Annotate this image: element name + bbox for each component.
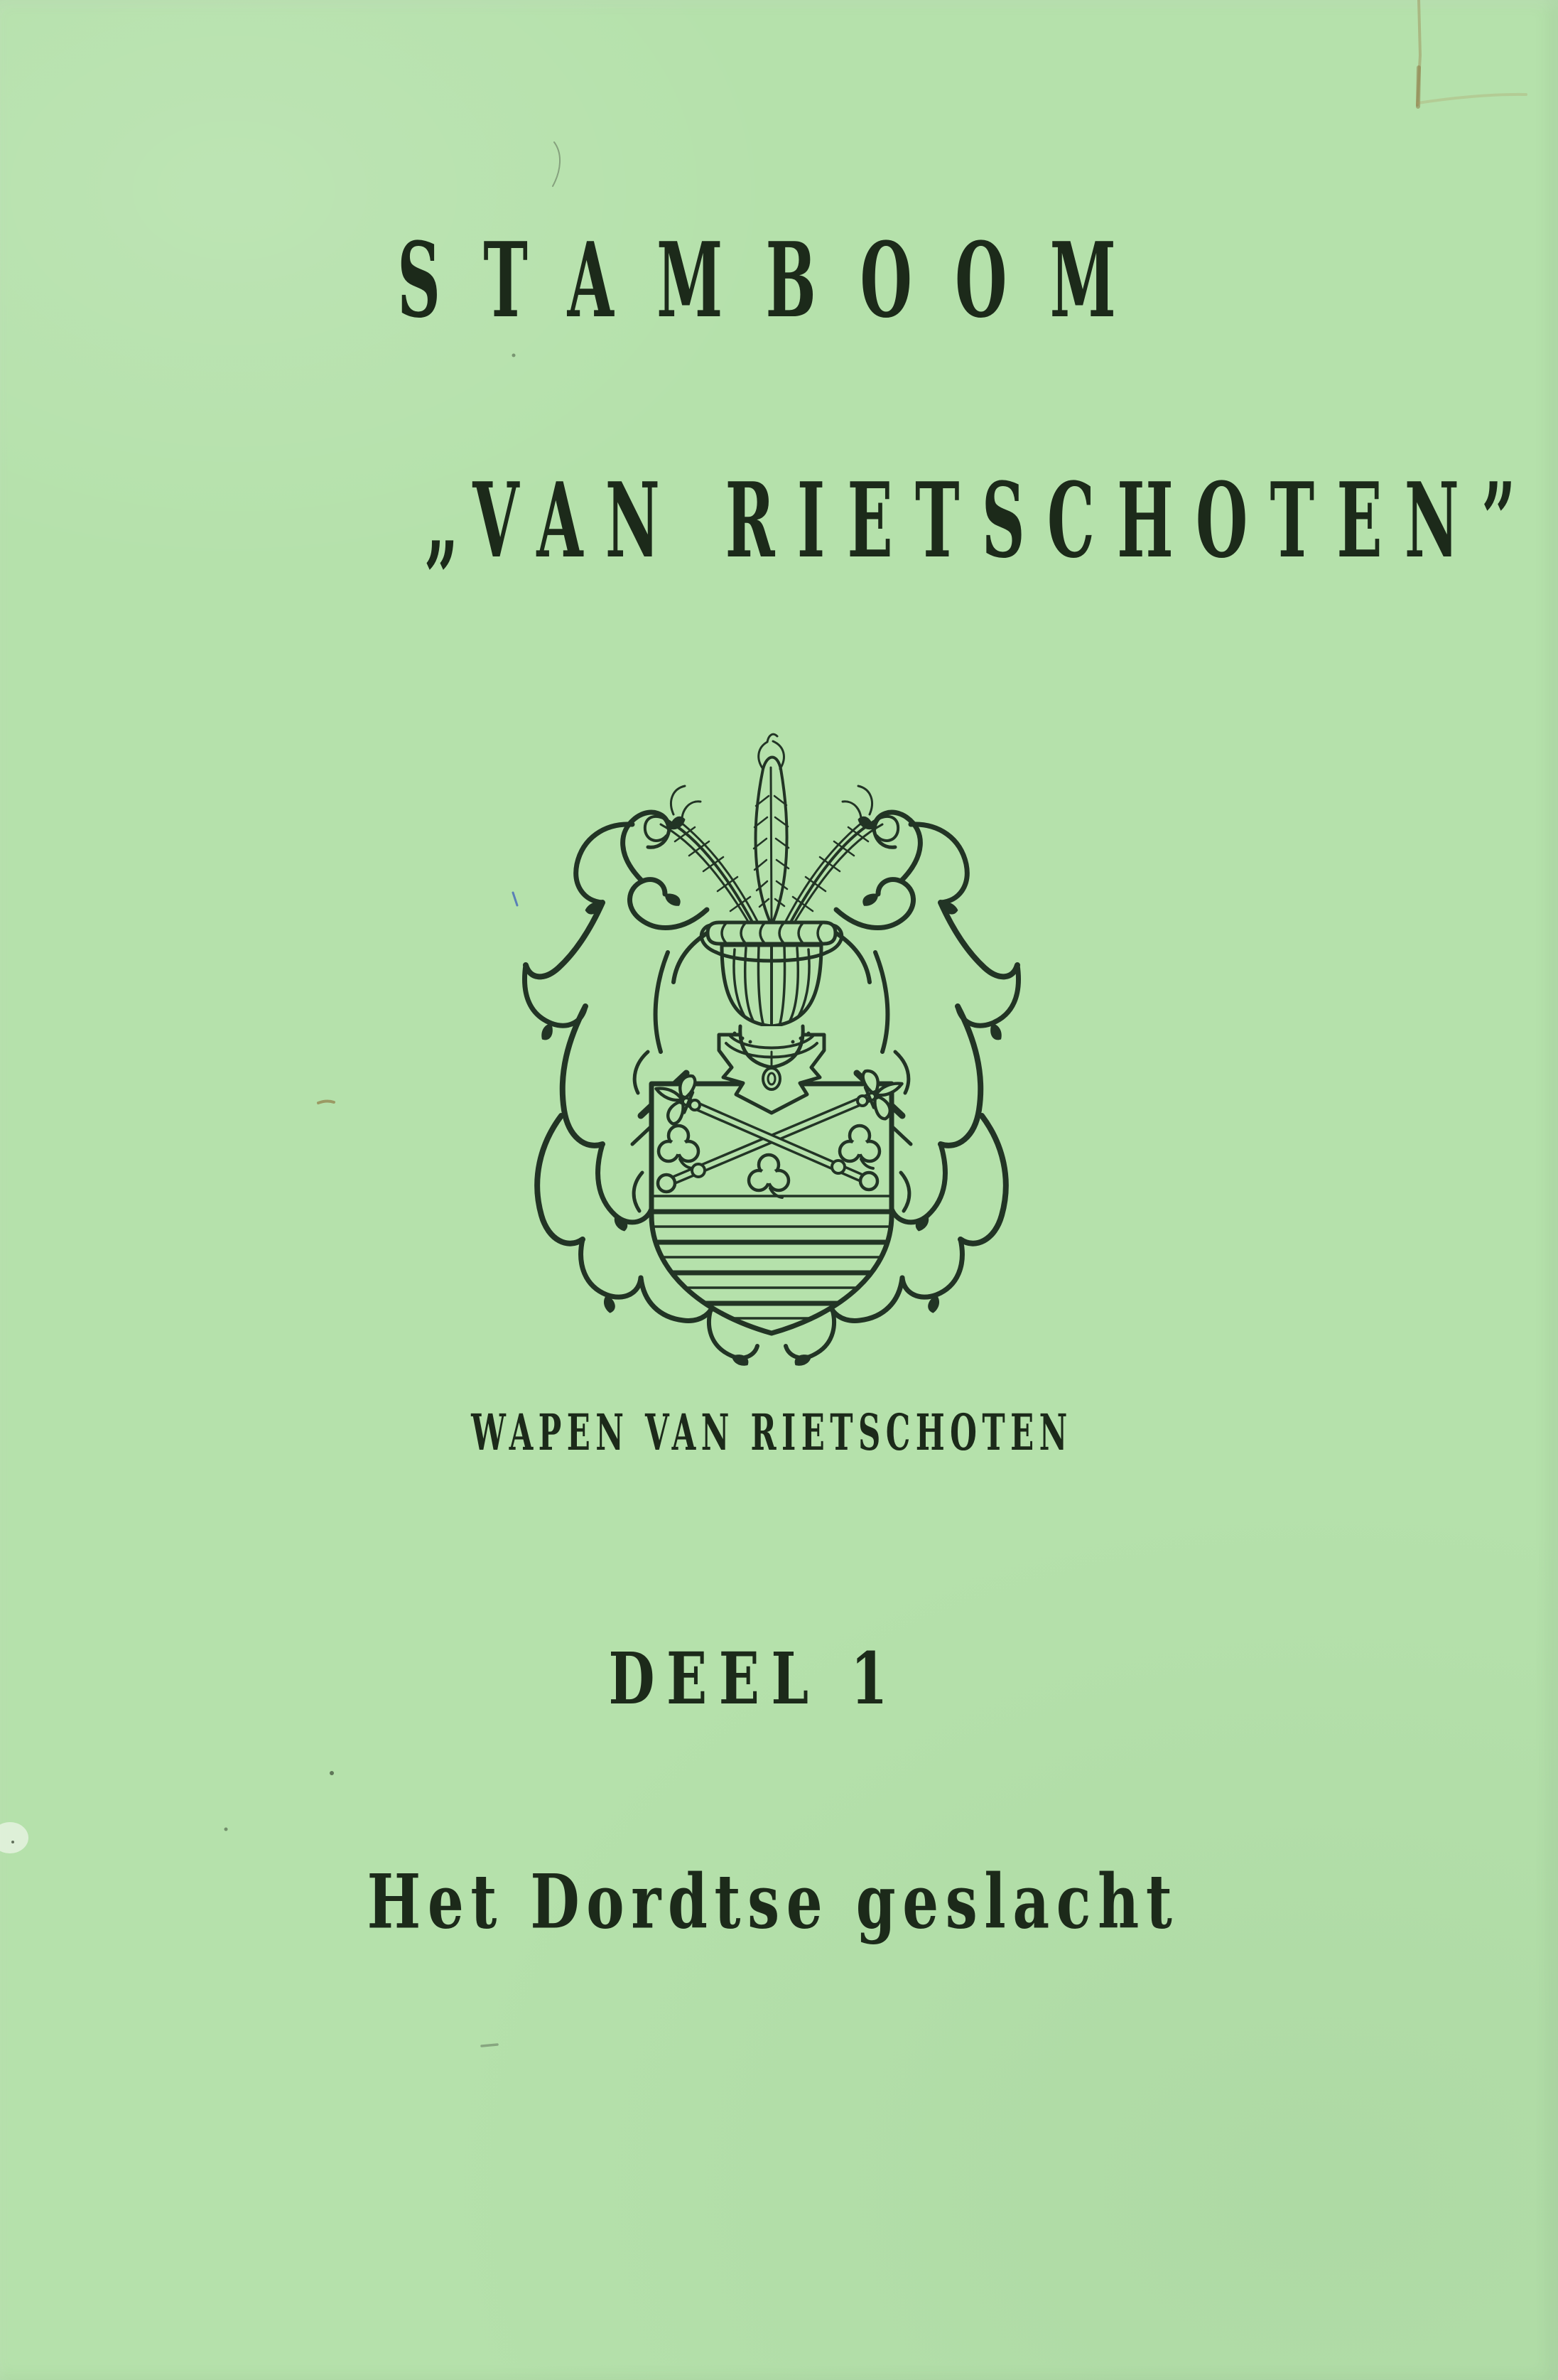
subtitle — [0, 1858, 1549, 1946]
white-scuff — [0, 1822, 28, 1853]
brown-fleck — [318, 1102, 334, 1103]
crease-vertical — [1417, 0, 1420, 105]
coat-of-arms-illustration — [490, 718, 1059, 1400]
ink-speck — [224, 1828, 228, 1831]
crest-caption-text: WAPEN VAN RIETSCHOTEN — [470, 1403, 1073, 1462]
subtitle-text: Het Dordtse geslacht — [367, 1858, 1179, 1946]
crest-caption — [0, 1403, 1548, 1462]
title-line-2-text: „VAN RIETSCHOTEN” — [424, 461, 1538, 581]
scuff-dot — [11, 1841, 14, 1843]
title-line-1 — [0, 220, 1536, 341]
ink-speck — [512, 354, 516, 357]
title-line-1-text: STAMBOOM — [397, 220, 1159, 341]
ink-speck — [330, 1771, 334, 1775]
ostrich-feathers — [645, 734, 898, 927]
crease-horizontal — [1418, 95, 1526, 103]
part-label-text: DEEL 1 — [608, 1637, 899, 1721]
hair-scratch — [553, 142, 560, 186]
part-label — [0, 1637, 1527, 1721]
torse — [708, 922, 835, 944]
small-dash-mark — [482, 2045, 497, 2046]
crease-vertical-dark — [1418, 68, 1419, 107]
title-line-2 — [0, 461, 1549, 581]
